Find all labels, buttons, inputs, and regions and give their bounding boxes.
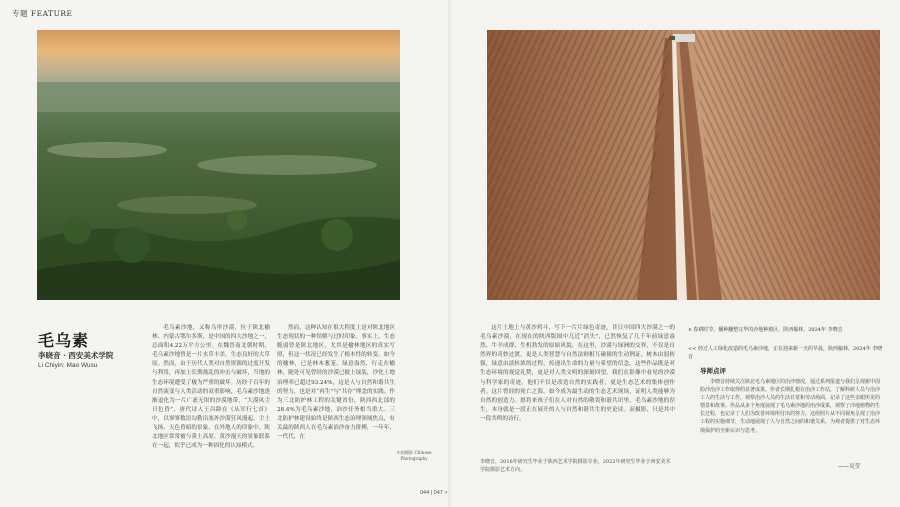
- page-gutter: [448, 0, 452, 507]
- page-folio: 044 | 047 >: [420, 490, 448, 496]
- aerial-plowed-field-photo: [487, 30, 880, 300]
- body-column-2: [277, 324, 395, 442]
- body-paragraph: 这片土地上与黄沙鸡斗，写下一片片绿色奇迹。昔日中国四大沙漠之一的毛乌素沙漠，在现在的陕西版图中几近“消失”，已然恢复了几千年前绿意盎然、牛羊成群、生机勃发的原始风貌。在这里，沙漠与绿洲的交界，不仅是自然界的奇妙过渡，更是人类智慧与自然法则相互碰撞的生动例证。树木由弱转强，绿意由淡转浓的过程，传递出生命的力量与希望的信念。这些作品既是对生态环境的视觉礼赞，更是对人类文明的深刻回望。我们在影像中看见的沙漠与科学家的奇迹，他们不仅是改造自然的实践者，更是生态艺术的集体创作者。这片曾经的死亡之海，如今成为最生动的生态艺术现场，证明人类能够为自然的创造力。愿将来孩子们在人对自然的敬畏和谐共识里，毛乌素沙地的涅生，本身就是一段正在展开的人与自然和谐共生的史论诗。而摄影，只是其中一段共鸣的诗行。: [480, 325, 675, 422]
- body-paragraph: 然而，这种认知在很大程度上是对陕北地区生态现状的一种误解与过时印象。事实上，生态脆弱曾是陕北地区，尤其是榆林地区的真实写照，但这一状况已经发生了根本性的转变。如今的榆林，已是林木葱茏、绿意盎然，行走在榆林，随处可见曾经的沙漠已披上绿装，沙化土地治理率已超过93.24%，这是人与自然和谐共生的努力，也是对“再生”与“共存”理念的实践。作为三北防护林工程的关键省份，陕西西北部的28.4%为毛乌素沙地，治沙任务相当重大。三北防护林建设始终是陕西生态治理领域焦点，有关最的陕西人在毛乌素治沙奋力拼搏，一年年、一代代、在: [277, 325, 395, 441]
- mentor-review-title: 导师点评: [700, 367, 726, 375]
- body-column-1: [152, 324, 270, 451]
- review-paragraph: 李晓音持续关注陕北毛乌素地区的治沙情况，通过系列报道与我们呈现新中国防沙治沙工作取得的显著成果。作者长期扎根在治沙工作站，了解科研人员与治沙工人的生活与工作，观察治沙人员的生活日常和劳动场面，记录了这些亲眼所见的情景和故事。作品从多个角度展现了毛乌素沙地的治沙成果，观察了沙地植物的生长过程，也记录了人们为改善环境所付出的努力。这组照片从不同视角呈现了治沙工程的实施细节，生动地展现了人与自然之间的和谐关系，为观者提供了对生态环境保护的全新认识与思考。: [700, 379, 881, 434]
- article-title: 毛乌素: [38, 331, 90, 350]
- body-column-3: [480, 324, 675, 424]
- landscape-photo-dawn-forest: [37, 30, 400, 300]
- author-name-en: Li Chiyin: Mao Wusu: [38, 362, 98, 369]
- section-label: 专题 FEATURE: [12, 9, 73, 18]
- mentor-review-text: [700, 378, 880, 435]
- mentor-signature: ——吴莹: [838, 464, 861, 470]
- author-name-cn: 李晓音 · 西安美术学院: [38, 351, 114, 360]
- photo-caption-2: << 经过人工绿化改造的毛乌素沙地，正在迎来新一天的早晨，陕西榆林，2024年 李晓音: [688, 346, 883, 360]
- photo-caption-1: ∧ 春耕时节，播种翻整完毕的沙地种植区，陕西榆林，2024年 李晓音: [688, 327, 843, 333]
- body-paragraph: 毛乌素沙地，又称乌审沙漠，位于陕北榆林、内蒙古鄂尔多斯，是中国的四大沙地之一，总面积4.22万平方公里。在魏晋南北朝时期，毛乌素沙地曾是一片水草丰美、生态良好的大草原。然而，由于历代人类对自然资源的过度开发与利用，再加上长期战乱的冲击与破坏，当地的生态环境遭受了极为严重的破坏。历经千百年的自然演变与人类活动的双重影响，毛乌素沙地逐渐退化为一片广袤无垠的沙漠地带，“大漠风尘日色昏”，唐代诗人王昌龄在《从军行七首》中，以寥寥数语勾勒出塞外沙漠狂风漫起、尘土飞扬、天色昏暗的景象。在外地人的印象中，陕北地区常常被与黄土高原、黄沙漫天的景象联系在一起，似乎已成为一种固化的认知模式。: [152, 325, 270, 450]
- author-bio: 李晓音，2016年研究生毕业于陕西艺术学院摄影专业，2022年研究生毕业于西安美术学院摄影艺术方向。: [480, 459, 671, 473]
- magazine-logo-text: 中国摄影 Chinese Photography: [396, 450, 432, 461]
